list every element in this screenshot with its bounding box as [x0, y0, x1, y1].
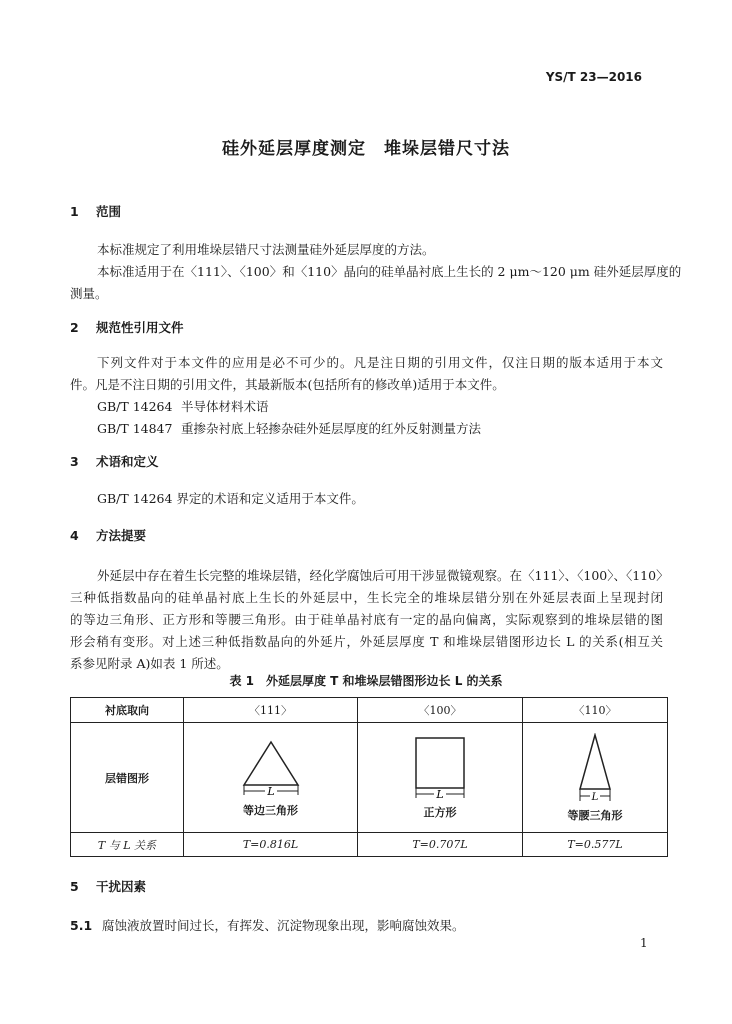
- clause-text: 腐蚀液放置时间过长，有挥发、沉淀物现象出现，影响腐蚀效果。: [102, 918, 465, 933]
- page-title: 硅外延层厚度测定 堆垛层错尺寸法: [222, 139, 510, 159]
- paragraph-line: 件。凡是不注日期的引用文件，其最新版本(包括所有的修改单)适用于本文件。: [70, 377, 505, 392]
- reference-title: 半导体材料术语: [181, 399, 269, 414]
- relation-table: [70, 697, 668, 857]
- table-cell: 〈110〉: [523, 698, 668, 723]
- section-title: 术语和定义: [96, 454, 159, 469]
- row-header: 衬底取向: [71, 698, 184, 723]
- paragraph-line: 测量。: [70, 286, 108, 301]
- clause-number: 5.1: [70, 918, 93, 933]
- section-number: 1: [70, 204, 79, 219]
- table-row: [71, 698, 668, 723]
- paragraph-line: 系参见附录 A)如表 1 所述。: [70, 656, 229, 671]
- reference-item: [97, 397, 269, 415]
- shape-label: 等腰三角形: [567, 808, 623, 822]
- table-cell: T=0.816L: [184, 833, 358, 857]
- table-row: [71, 833, 668, 857]
- reference-code: GB/T 14847: [97, 421, 173, 436]
- paragraph-line: GB/T 14264 界定的术语和定义适用于本文件。: [97, 491, 364, 506]
- dimension-label: L: [266, 784, 275, 798]
- section-heading-5: [70, 877, 146, 895]
- page-number: 1: [640, 936, 648, 950]
- reference-code: GB/T 14264: [97, 399, 173, 414]
- section-number: 5: [70, 879, 79, 894]
- square-figure: [413, 736, 467, 802]
- paragraph-line: 三种低指数晶向的硅单晶衬底上生长的外延层中，生长完全的堆垛层错分别在外延层表面上呈现封闭: [70, 590, 663, 605]
- row-header: T 与 L 关系: [71, 833, 184, 857]
- table-cell: 〈100〉: [358, 698, 523, 723]
- document-code: YS/T 23—2016: [545, 70, 642, 84]
- clause-5-1: [70, 916, 465, 934]
- section-number: 4: [70, 528, 79, 543]
- reference-title: 重掺杂衬底上轻掺杂硅外延层厚度的红外反射测量方法: [181, 421, 482, 436]
- table-cell: [523, 723, 668, 833]
- shape-label: 正方形: [423, 805, 457, 819]
- dimension-label: L: [436, 787, 444, 801]
- section-heading-4: [70, 526, 146, 544]
- section-heading-3: [70, 452, 159, 470]
- row-header: 层错图形: [71, 723, 184, 833]
- table-cell: T=0.707L: [358, 833, 523, 857]
- table-cell: T=0.577L: [523, 833, 668, 857]
- reference-item: [97, 419, 481, 437]
- table-cell: [358, 723, 523, 833]
- table-row: [71, 723, 668, 833]
- dimension-label: L: [591, 791, 599, 803]
- section-title: 方法提要: [96, 528, 147, 543]
- paragraph-line: 本标准规定了利用堆垛层错尺寸法测量硅外延层厚度的方法。: [97, 242, 435, 257]
- section-heading-1: [70, 202, 121, 220]
- shape-label: 等边三角形: [243, 803, 298, 817]
- paragraph-line: 外延层中存在着生长完整的堆垛层错，经化学腐蚀后可用干涉显微镜观察。在〈111〉、〈100〉、〈110〉: [97, 568, 669, 583]
- table-cell: [184, 723, 358, 833]
- equilateral-triangle-figure: [241, 738, 301, 800]
- section-number: 3: [70, 454, 79, 469]
- section-title: 干扰因素: [96, 879, 147, 894]
- table-cell: 〈111〉: [184, 698, 358, 723]
- section-title: 范围: [96, 204, 122, 219]
- table-caption: 表 1 外延层厚度 T 和堆垛层错图形边长 L 的关系: [229, 674, 503, 688]
- section-heading-2: [70, 318, 184, 336]
- section-number: 2: [70, 320, 79, 335]
- paragraph-line: 形会稍有变形。对上述三种低指数晶向的外延片，外延层厚度 T 和堆垛层错图形边长 L 的关系(相互关: [70, 634, 663, 649]
- paragraph-line: 的等边三角形、正方形和等腰三角形。由于硅单晶衬底有一定的晶向偏离，实际观察到的堆垛层错的图: [70, 612, 663, 627]
- paragraph-line: 本标准适用于在〈111〉、〈100〉和〈110〉晶向的硅单晶衬底上生长的 2 μm～120 μm 硅外延层厚度的: [97, 264, 682, 279]
- paragraph-line: 下列文件对于本文件的应用是必不可少的。凡是注日期的引用文件，仅注日期的版本适用于本文: [97, 355, 663, 370]
- section-title: 规范性引用文件: [96, 320, 184, 335]
- isosceles-triangle-figure: [575, 733, 615, 805]
